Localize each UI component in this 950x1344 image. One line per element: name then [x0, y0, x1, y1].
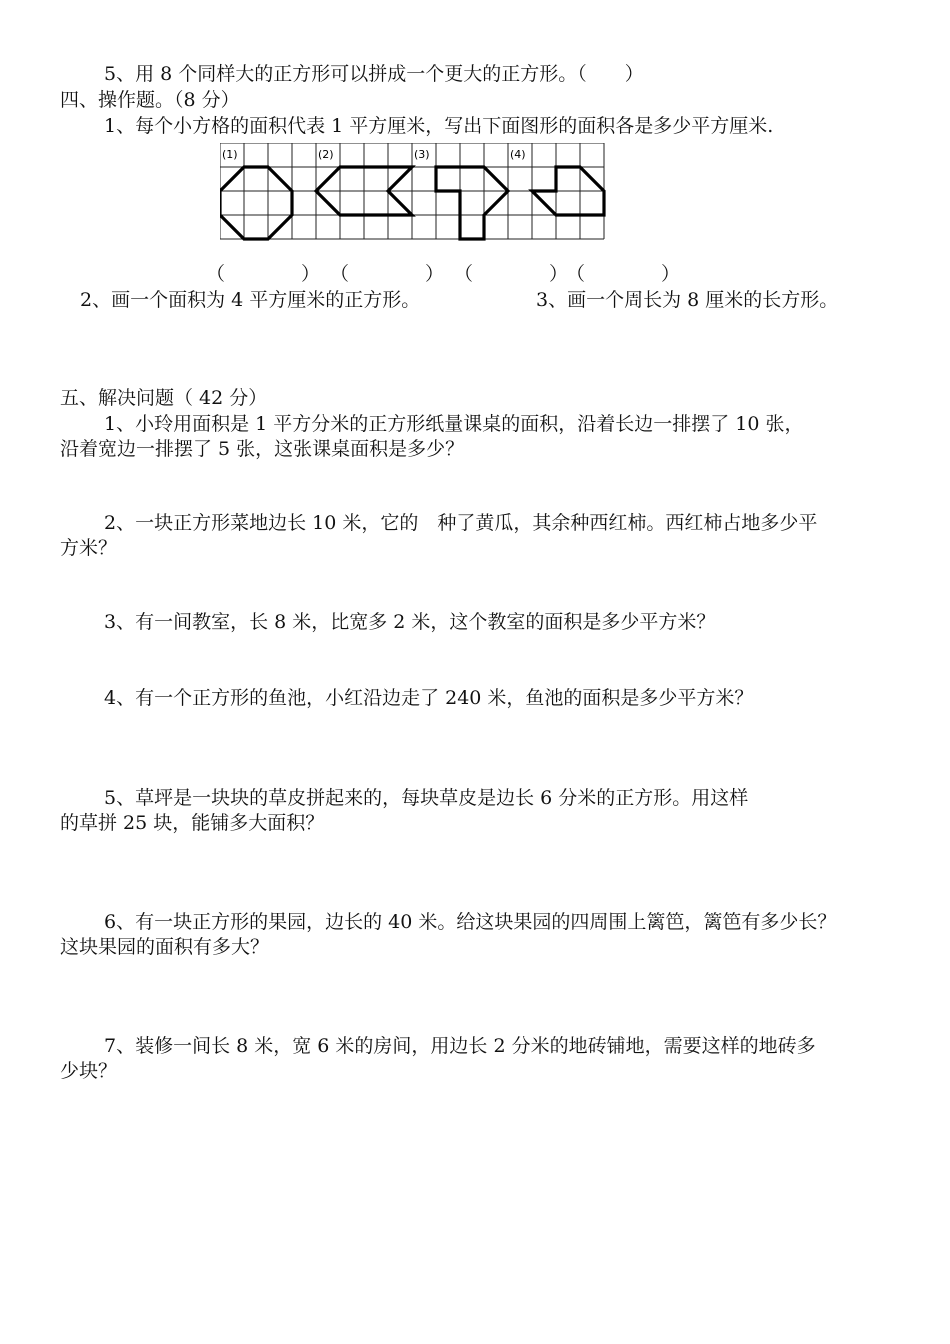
figure-number-label: (1): [222, 148, 238, 161]
figure-number-label: (4): [510, 148, 526, 161]
figure-number-label: (2): [318, 148, 334, 161]
solve-question-2-line1: 2、一块正方形菜地边长 10 米，它的 种了黄瓜，其余种西红柿。西红柿占地多少平: [104, 512, 818, 534]
answer-paren-2[interactable]: （ ）: [330, 263, 445, 285]
solve-question-1-line1: 1、小玲用面积是 1 平方分米的正方形纸量课桌的面积，沿着长边一排摆了 10 张，: [104, 413, 804, 435]
question-true-false-5: 5、用 8 个同样大的正方形可以拼成一个更大的正方形。（ ）: [104, 63, 644, 85]
solve-question-6-line2: 这块果园的面积有多大？: [60, 936, 270, 958]
grid-figure-1: [220, 167, 292, 239]
solve-question-5-line1: 5、草坪是一块块的草皮拼起来的，每块草皮是边长 6 分米的正方形。用这样: [104, 787, 749, 809]
solve-question-1-line2: 沿着宽边一排摆了 5 张，这张课桌面积是多少？: [60, 438, 465, 460]
area-grid-figure: [220, 143, 608, 241]
solve-question-4: 4、有一个正方形的鱼池，小红沿边走了 240 米，鱼池的面积是多少平方米？: [104, 687, 754, 709]
section-heading-operation: 四、操作题。（8 分）: [60, 89, 240, 111]
section-heading-solve: 五、解决问题（ 42 分）: [60, 387, 268, 409]
operation-question-1: 1、每个小方格的面积代表 1 平方厘米，写出下面图形的面积各是多少平方厘米.: [104, 115, 774, 137]
answer-paren-3[interactable]: （ ）: [454, 263, 569, 285]
answer-paren-1[interactable]: （ ）: [206, 263, 321, 285]
solve-question-7-line2: 少块？: [60, 1060, 118, 1082]
answer-paren-4[interactable]: （ ）: [566, 263, 681, 285]
solve-question-5-line2: 的草拼 25 块，能铺多大面积？: [60, 812, 325, 834]
solve-question-2-line2: 方米？: [60, 537, 118, 559]
figure-number-label: (3): [414, 148, 430, 161]
grid-figure-3: [436, 167, 508, 239]
operation-question-2: 2、画一个面积为 4 平方厘米的正方形。: [80, 289, 421, 311]
solve-question-3: 3、有一间教室，长 8 米，比宽多 2 米，这个教室的面积是多少平方米？: [104, 611, 716, 633]
solve-question-7-line1: 7、装修一间长 8 米，宽 6 米的房间，用边长 2 分米的地砖铺地，需要这样的地砖多: [104, 1035, 816, 1057]
operation-question-3: 3、画一个周长为 8 厘米的长方形。: [536, 289, 839, 311]
solve-question-6-line1: 6、有一块正方形的果园，边长的 40 米。给这块果园的四周围上篱笆，篱笆有多少长？: [104, 911, 837, 933]
